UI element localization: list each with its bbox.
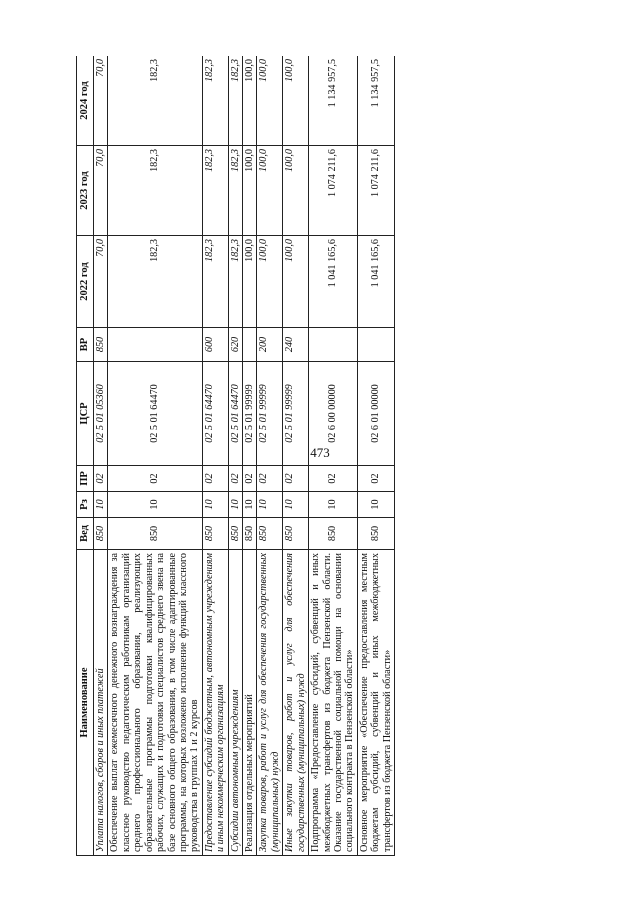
row-ved-cell: 850 — [228, 518, 242, 550]
row-name-cell: Предоставление субсидий бюджетным, автономным учреждениям и иным некоммерческим организациям — [202, 550, 228, 856]
row-2023-cell: 1 074 211,6 — [309, 146, 358, 236]
row-csr-cell: 02 6 01 00000 — [357, 362, 394, 466]
header-name: Наименование — [77, 550, 94, 856]
header-rz: Рз — [77, 492, 94, 518]
row-pr-cell: 02 — [243, 466, 257, 492]
row-pr-cell: 02 — [357, 466, 394, 492]
row-name-cell: Подпрограмма «Предоставление субсидий, субвенций и иных межбюджетных трансфертов из бюджета Пензенской области. Оказание государственной социальной помощи на основании социального контракта в Пензенской области» — [309, 550, 358, 856]
row-rz-cell: 10 — [357, 492, 394, 518]
row-ved-cell: 850 — [243, 518, 257, 550]
header-vr: ВР — [77, 328, 94, 362]
row-name-cell: Закупка товаров, работ и услуг для обеспечения государственных (муниципальных) нужд — [257, 550, 283, 856]
header-csr: ЦСР — [77, 362, 94, 466]
row-2023-cell: 1 074 211,6 — [357, 146, 394, 236]
row-pr-cell: 02 — [283, 466, 309, 492]
row-ved-cell: 850 — [283, 518, 309, 550]
row-2023-cell: 100,0 — [243, 146, 257, 236]
row-pr-cell: 02 — [228, 466, 242, 492]
row-name-cell: Иные закупки товаров, работ и услуг для обеспечения государственных (муниципальных) нужд — [283, 550, 309, 856]
row-2023-cell: 182,3 — [108, 146, 202, 236]
row-2023-cell: 182,3 — [202, 146, 228, 236]
rotated-table-content — [76, 56, 638, 856]
row-2022-cell: 182,3 — [228, 236, 242, 328]
row-rz-cell: 10 — [94, 492, 108, 518]
row-2022-cell: 100,0 — [243, 236, 257, 328]
row-pr-cell: 02 — [257, 466, 283, 492]
table-row — [228, 56, 242, 856]
row-2022-cell: 100,0 — [283, 236, 309, 328]
row-rz-cell: 10 — [202, 492, 228, 518]
row-name-cell: Реализация отдельных мероприятий — [243, 550, 257, 856]
row-2023-cell: 70,0 — [94, 146, 108, 236]
row-2024-cell: 100,0 — [257, 56, 283, 146]
table-row — [108, 56, 202, 856]
row-vr-cell: 600 — [202, 328, 228, 362]
row-2022-cell: 182,3 — [108, 236, 202, 328]
row-2022-cell: 70,0 — [94, 236, 108, 328]
row-csr-cell: 02 5 01 05360 — [94, 362, 108, 466]
header-2024: 2024 год — [77, 56, 94, 146]
row-name-cell: Субсидии автономным учреждениям — [228, 550, 242, 856]
header-ved: Вед — [77, 518, 94, 550]
row-2024-cell: 100,0 — [243, 56, 257, 146]
row-csr-cell: 02 5 01 99999 — [257, 362, 283, 466]
row-vr-cell — [309, 328, 358, 362]
row-pr-cell: 02 — [108, 466, 202, 492]
budget-table — [76, 56, 395, 856]
row-2022-cell: 182,3 — [202, 236, 228, 328]
row-ved-cell: 850 — [257, 518, 283, 550]
row-name-cell: Основное мероприятие «Обеспечение предоставления местным бюджетам субсидий, субвенций и иных межбюджетных трансфертов из бюджета Пензенской области» — [357, 550, 394, 856]
row-pr-cell: 02 — [202, 466, 228, 492]
table-row — [283, 56, 309, 856]
row-rz-cell: 10 — [309, 492, 358, 518]
row-ved-cell: 850 — [202, 518, 228, 550]
row-2022-cell: 1 041 165,6 — [309, 236, 358, 328]
row-name-cell: Уплата налогов, сборов и иных платежей — [94, 550, 108, 856]
row-vr-cell: 200 — [257, 328, 283, 362]
table-row — [243, 56, 257, 856]
row-2024-cell: 182,3 — [108, 56, 202, 146]
row-vr-cell: 240 — [283, 328, 309, 362]
row-2022-cell: 100,0 — [257, 236, 283, 328]
row-name-cell: Обеспечение выплат ежемесячного денежного вознаграждения за классное руководство педагогическим работникам организаций среднего профессионального образования, реализующих образовательные программы подготовки квалифицированных рабочих, служащих и подготовки специалистов среднего звена на базе основного общего образования, в том числе адаптированные программы, на которых возложено исполнение функций классного руководства в группах 1 и 2 курсов — [108, 550, 202, 856]
row-vr-cell — [357, 328, 394, 362]
row-2024-cell: 1 134 957,5 — [309, 56, 358, 146]
row-csr-cell: 02 5 01 64470 — [202, 362, 228, 466]
row-csr-cell: 02 5 01 64470 — [108, 362, 202, 466]
row-2022-cell: 1 041 165,6 — [357, 236, 394, 328]
row-2023-cell: 100,0 — [257, 146, 283, 236]
header-pr: ПР — [77, 466, 94, 492]
row-rz-cell: 10 — [243, 492, 257, 518]
table-row — [357, 56, 394, 856]
row-2023-cell: 182,3 — [228, 146, 242, 236]
rotated-table-frame — [76, 56, 638, 856]
row-rz-cell: 10 — [228, 492, 242, 518]
row-rz-cell: 10 — [108, 492, 202, 518]
row-pr-cell: 02 — [94, 466, 108, 492]
row-ved-cell: 850 — [357, 518, 394, 550]
row-vr-cell: 620 — [228, 328, 242, 362]
row-2023-cell: 100,0 — [283, 146, 309, 236]
row-csr-cell: 02 5 01 64470 — [228, 362, 242, 466]
table-row — [202, 56, 228, 856]
row-rz-cell: 10 — [283, 492, 309, 518]
row-csr-cell: 02 5 01 99999 — [243, 362, 257, 466]
row-pr-cell: 02 — [309, 466, 358, 492]
table-header-row — [77, 56, 94, 856]
row-ved-cell: 850 — [94, 518, 108, 550]
table-row — [94, 56, 108, 856]
row-2024-cell: 182,3 — [228, 56, 242, 146]
row-csr-cell: 02 6 00 00000 — [309, 362, 358, 466]
row-2024-cell: 182,3 — [202, 56, 228, 146]
header-2023: 2023 год — [77, 146, 94, 236]
table-row — [257, 56, 283, 856]
row-2024-cell: 70,0 — [94, 56, 108, 146]
row-rz-cell: 10 — [257, 492, 283, 518]
row-2024-cell: 100,0 — [283, 56, 309, 146]
page-number: 473 — [310, 445, 330, 460]
row-vr-cell — [108, 328, 202, 362]
row-vr-cell: 850 — [94, 328, 108, 362]
header-2022: 2022 год — [77, 236, 94, 328]
row-ved-cell: 850 — [309, 518, 358, 550]
row-csr-cell: 02 5 01 99999 — [283, 362, 309, 466]
table-row — [309, 56, 358, 856]
row-2024-cell: 1 134 957,5 — [357, 56, 394, 146]
row-ved-cell: 850 — [108, 518, 202, 550]
row-vr-cell — [243, 328, 257, 362]
